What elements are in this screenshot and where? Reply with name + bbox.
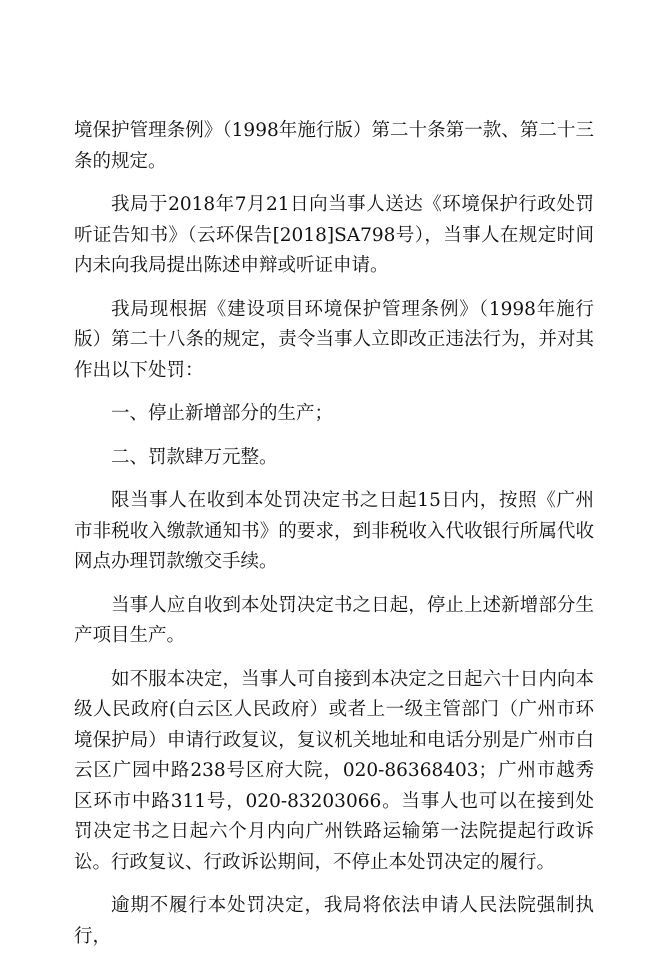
paragraph-penalty-item-1: 一、停止新增部分的生产；	[111, 403, 334, 424]
paragraph-enforcement: 逾期不履行本处罚决定，我局将依法申请人民法院强制执行，	[74, 895, 594, 947]
paragraph-appeal-rights: 如不服本决定，当事人可自接到本决定之日起六十日内向本级人民政府(白云区人民政府）或者上一级主管部门（广州市环境保护局）申请行政复议，复议机关地址和电话分别是广州市白云区广园中路238号区府大院，020-86368403；广州市越秀区环市中路311号，020-83203066。当事人也可以在接到处罚决定书之日起六个月内向广州铁路运输第一法院提起行政诉讼。行政复议、行政诉讼期间，不停止本处罚决定的履行。	[74, 668, 594, 873]
paragraph-stop-production: 当事人应自收到本处罚决定书之日起，停止上述新增部分生产项目生产。	[74, 594, 594, 646]
document-body	[74, 116, 594, 965]
paragraph-regulation-reference: 境保护管理条例》（1998年施行版）第二十条第一款、第二十三条的规定。	[74, 120, 594, 172]
paragraph-penalty-item-2: 二、罚款肆万元整。	[111, 446, 278, 468]
paragraph-payment-instructions: 限当事人在收到本处罚决定书之日起15日内，按照《广州市非税收入缴款通知书》的要求，到非税收入代收银行所属代收网点办理罚款缴交手续。	[74, 490, 594, 572]
paragraph-penalty-basis: 我局现根据《建设项目环境保护管理条例》（1998年施行版）第二十八条的规定，责令当事人立即改正违法行为，并对其作出以下处罚：	[74, 298, 594, 381]
paragraph-hearing-notice: 我局于2018年7月21日向当事人送达《环境保护行政处罚听证告知书》（云环保告[2018]SA798号），当事人在规定时间内未向我局提出陈述申辩或听证申请。	[74, 194, 594, 276]
